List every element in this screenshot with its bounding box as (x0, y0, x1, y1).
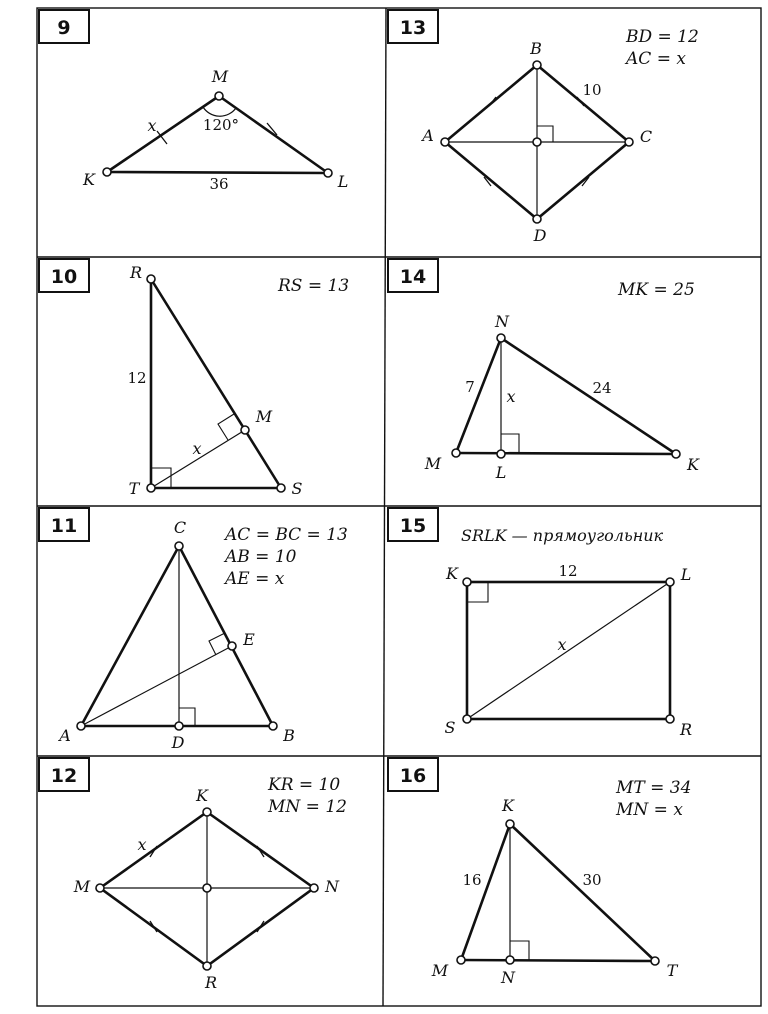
vertex-a (77, 722, 85, 730)
problem-12 (39, 758, 347, 992)
label-m: M (431, 961, 449, 980)
label-m: M (424, 454, 442, 473)
vertex-n (310, 884, 318, 892)
center-point (203, 884, 211, 892)
vertex-b (269, 722, 277, 730)
vertex-e (228, 642, 236, 650)
label-t: T (128, 479, 140, 498)
given-line-1: KR = 10 (268, 775, 341, 795)
vertex-s (277, 484, 285, 492)
side-kl (107, 172, 328, 173)
side-label-x: x (147, 116, 157, 135)
problem-number: 14 (399, 266, 427, 288)
label-r: R (129, 263, 143, 282)
given-line-1: MT = 34 (616, 778, 692, 798)
vertex-t (651, 957, 659, 965)
right-angle-marker (209, 633, 225, 655)
side-ac (81, 546, 179, 726)
vertex-l (666, 578, 674, 586)
problem-number: 12 (50, 765, 78, 787)
label-n: N (325, 877, 339, 896)
vertex-m (215, 92, 223, 100)
vertex-t (147, 484, 155, 492)
vertex-l (324, 169, 332, 177)
vertex-k (506, 820, 514, 828)
label-r: R (679, 720, 693, 739)
vertex-l (497, 450, 505, 458)
label-k: K (502, 796, 514, 815)
given-line-2: MN = 12 (268, 797, 347, 817)
label-m: M (211, 67, 229, 86)
given-line-2: AC = x (626, 49, 686, 69)
vertex-r (666, 715, 674, 723)
angle-label: 120° (202, 116, 240, 134)
side-label-kl: 12 (558, 562, 578, 580)
side-label-mk: 16 (462, 871, 482, 889)
label-k: K (196, 786, 208, 805)
side-kt (510, 824, 655, 961)
vertex-d (175, 722, 183, 730)
vertex-m (241, 426, 249, 434)
side-label-bc: 10 (582, 81, 602, 99)
label-a: A (59, 726, 71, 745)
label-d: D (171, 733, 185, 752)
side-rs (151, 279, 281, 488)
vertex-c (175, 542, 183, 550)
problem-number: 10 (50, 266, 78, 288)
label-l: L (680, 565, 692, 584)
right-angle-marker (218, 414, 234, 440)
label-l: L (337, 172, 349, 191)
label-c: C (173, 518, 187, 537)
center-point (533, 138, 541, 146)
problem-13 (388, 10, 699, 245)
vertex-r (147, 275, 155, 283)
problem-number: 9 (57, 17, 71, 39)
label-a: A (422, 126, 434, 145)
vertex-k (463, 578, 471, 586)
vertex-n (506, 956, 514, 964)
label-n: N (495, 312, 509, 331)
side-label-kl: 36 (209, 175, 229, 193)
side-ml (219, 96, 328, 173)
vertex-s (463, 715, 471, 723)
side-label-nk: 24 (592, 379, 612, 397)
label-n: N (501, 968, 515, 987)
vertex-a (441, 138, 449, 146)
given-line-3: AE = x (225, 569, 285, 589)
label-t: T (666, 961, 678, 980)
problem-number: 11 (50, 515, 78, 537)
side-mt (461, 960, 655, 961)
label-m: M (73, 877, 91, 896)
side-mk (461, 824, 510, 960)
label-k: K (83, 170, 95, 189)
label-c: C (639, 127, 653, 146)
side-mn (456, 338, 501, 453)
side-mk (456, 453, 676, 454)
problem-15 (388, 508, 692, 739)
vertex-m (457, 956, 465, 964)
label-b: B (530, 39, 542, 58)
problem-9 (39, 10, 348, 193)
side-nk (501, 338, 676, 454)
vertex-m (96, 884, 104, 892)
vertex-r (203, 962, 211, 970)
problem-16 (388, 758, 691, 987)
given-line-1: MK = 25 (618, 280, 695, 300)
vertex-k (203, 808, 211, 816)
given-line-1: BD = 12 (626, 27, 699, 47)
side-label-rt: 12 (127, 369, 147, 387)
problem-10 (39, 259, 349, 498)
label-k: K (687, 455, 699, 474)
vertex-m (452, 449, 460, 457)
label-b: B (283, 726, 295, 745)
label-l: L (495, 463, 507, 482)
given-line-2: MN = x (616, 800, 683, 820)
side-km (107, 96, 219, 172)
side-label-tm: x (192, 439, 202, 458)
side-label-mn: 7 (465, 378, 475, 396)
label-s: S (444, 718, 456, 737)
vertex-d (533, 215, 541, 223)
given-line-1: AC = BC = 13 (225, 525, 348, 545)
vertex-k (103, 168, 111, 176)
vertex-k (672, 450, 680, 458)
problem-number: 15 (399, 515, 427, 537)
label-s: S (291, 479, 303, 498)
label-r: R (204, 973, 218, 992)
label-k: K (446, 564, 458, 583)
angle-arc (203, 107, 236, 116)
side-label-kt: 30 (582, 871, 602, 889)
given-line-1: RS = 13 (278, 276, 350, 296)
problem-14 (388, 259, 700, 482)
given-line-2: AB = 10 (225, 547, 297, 567)
problem-number: 16 (399, 765, 427, 787)
label-d: D (533, 226, 547, 245)
diagonal-sl (467, 582, 670, 719)
vertex-b (533, 61, 541, 69)
given-line-1: SRLK — прямоугольник (461, 526, 664, 545)
side-label-nl: x (506, 387, 516, 406)
vertex-n (497, 334, 505, 342)
side-label-sl: x (557, 635, 567, 654)
grid-divider-vertical (383, 8, 386, 1006)
problem-11 (39, 508, 348, 752)
label-m: M (255, 407, 273, 426)
problem-number: 13 (399, 17, 427, 39)
vertex-c (625, 138, 633, 146)
label-e: E (243, 630, 255, 649)
side-label-mk: x (137, 835, 147, 854)
